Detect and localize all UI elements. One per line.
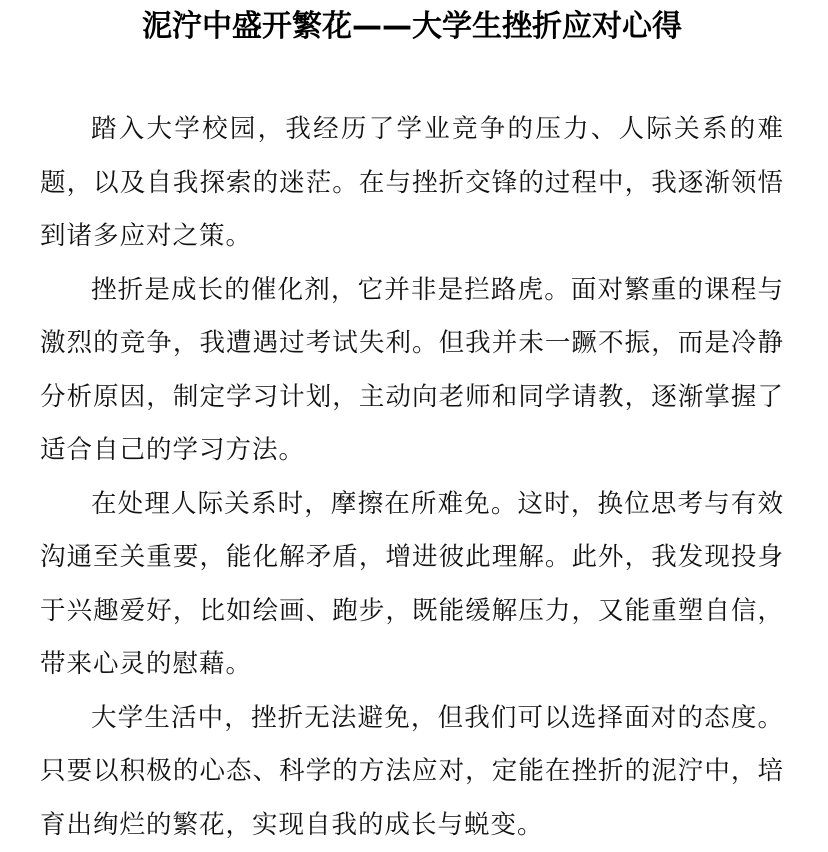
paragraph-4: 大学生活中，挫折无法避免，但我们可以选择面对的态度。只要以积极的心态、科学的方法应对，定能在挫折的泥泞中，培育出绚烂的繁花，实现自我的成长与蜕变。 — [40, 692, 784, 852]
paragraph-1: 踏入大学校园，我经历了学业竞争的压力、人际关系的难题，以及自我探索的迷茫。在与挫折交锋的过程中，我逐渐领悟到诸多应对之策。 — [40, 103, 784, 264]
document-title: 泥泞中盛开繁花——大学生挫折应对心得 — [40, 0, 784, 54]
document-body — [40, 103, 784, 852]
paragraph-2: 挫折是成长的催化剂，它并非是拦路虎。面对繁重的课程与激烈的竞争，我遭遇过考试失利。但我并未一蹶不振，而是冷静分析原因，制定学习计划，主动向老师和同学请教，逐渐掌握了适合自己的学习方法。 — [40, 264, 784, 478]
paragraph-3: 在处理人际关系时，摩擦在所难免。这时，换位思考与有效沟通至关重要，能化解矛盾，增进彼此理解。此外，我发现投身于兴趣爱好，比如绘画、跑步，既能缓解压力，又能重塑自信，带来心灵的慰藉。 — [40, 478, 784, 692]
